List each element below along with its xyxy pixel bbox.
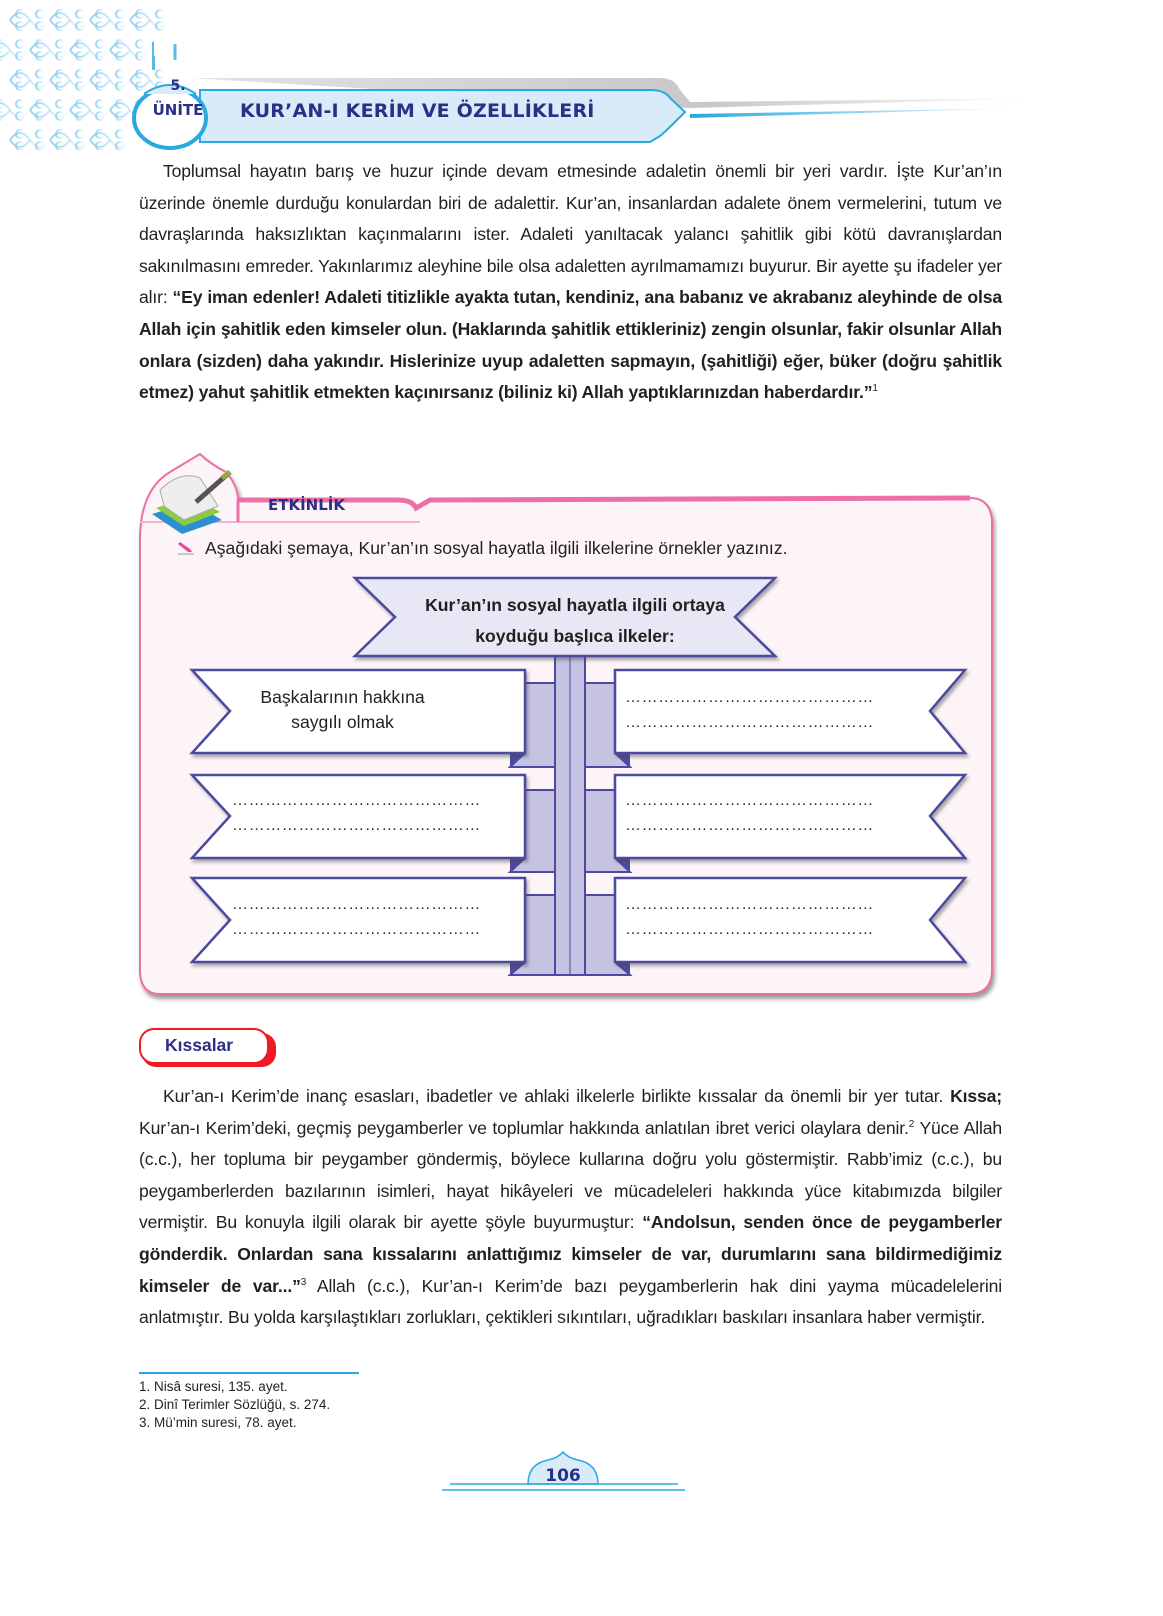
- answer-line[interactable]: ………………………………………: [625, 817, 874, 834]
- unit-number: 5.: [170, 78, 186, 94]
- pencil-icon: [176, 540, 196, 556]
- answer-line[interactable]: ………………………………………: [232, 921, 481, 938]
- title-band: [130, 40, 1163, 150]
- answer-field[interactable]: [625, 685, 874, 735]
- intro-text: Toplumsal hayatın barış ve huzur içinde devam etmesinde adaletin önemli bir yeri vardır. İşte Kur’an’ın üzerinde önemle durduğu konulardan biri de adalettir. Kur’an, insanlardan adalete önem vermelerini, tutum ve davraşlarında haksızlıktan kaçınmalarını ister. Adaleti yanıltacak yalancı şahitlik gibi kötü davranışlardan sakınılmasını emreder. Yakınlarımız aleyhine bile olsa adaletten ayrılmamamızı buyurur. Bir ayette şu ifadeler yer alır:: [139, 161, 1002, 308]
- footnote-2: 2. Dinî Terimler Sözlüğü, s. 274.: [139, 1397, 331, 1412]
- answer-field[interactable]: [625, 788, 874, 838]
- activity-label: ETKİNLİK: [268, 496, 345, 514]
- answer-line[interactable]: ………………………………………: [232, 792, 481, 809]
- footnote-3: 3. Mü’min suresi, 78. ayet.: [139, 1415, 297, 1430]
- box-line: Başkalarının hakkına: [260, 687, 425, 707]
- diagram-title: [380, 590, 770, 652]
- diagram-title-line2: koyduğu başlıca ilkeler:: [475, 626, 675, 646]
- footnote-ref-3: 3: [300, 1276, 307, 1288]
- unit-label: ÜNİTE: [152, 101, 204, 119]
- page-title: KUR’AN-I KERİM VE ÖZELLİKLERİ: [240, 100, 595, 122]
- section-title-kissalar: Kıssalar: [165, 1035, 234, 1055]
- diagram-title-line1: Kur’an’ın sosyal hayatla ilgili ortaya: [425, 595, 725, 615]
- verse-quote: “Andolsun, senden önce de peygamberler gönderdik. Onlardan sana kıssalarını anlattığımız kimseler de var, durumlarını sana bildirmediğimiz kimseler de var...”: [139, 1212, 1002, 1296]
- unit-badge: [130, 40, 220, 150]
- answer-line[interactable]: ………………………………………: [625, 792, 874, 809]
- text: Kur’an-ı Kerim’deki, geçmiş peygamberler ve toplumlar hakkında anlatılan ibret verici olaylara denir.: [139, 1117, 909, 1138]
- text: Allah (c.c.), Kur’an-ı Kerim’de bazı peygamberlerin hak dini yayma mücadelelerini anlatmıştır. Bu yolda karşılaştıkları zorlukları, çektikleri sıkıntıları, uğradıkları baskıları insanlara haber vermiştir.: [139, 1275, 1002, 1328]
- box-line: saygılı olmak: [291, 712, 394, 732]
- answer-line[interactable]: ………………………………………: [232, 896, 481, 913]
- answer-line[interactable]: ………………………………………: [232, 817, 481, 834]
- answer-line[interactable]: ………………………………………: [625, 921, 874, 938]
- answer-field[interactable]: [625, 892, 874, 942]
- intro-quote: “Ey iman edenler! Adaleti titizlikle ayakta tutan, kendiniz, ana babanız ve akrabanız aleyhinde de olsa Allah için şahitlik eden kimseler olun. (Haklarında şahitlik ettikleriniz) zengin olsunlar, fakir olsunlar Allah onlara (sizden) daha yakındır. Hislerinize uyup adaletten sapmayın, (şahitliği) eğer, büker (doğru şahitlik etmez) yahut şahitlik etmekten kaçınırsanız (biliniz ki) Allah yaptıklarınızdan haberdardır.”: [139, 287, 1002, 403]
- activity-instruction: Aşağıdaki şemaya, Kur’an’ın sosyal hayatla ilgili ilkelerine örnekler yazınız.: [205, 538, 788, 558]
- footnote-divider: [139, 1372, 359, 1374]
- answer-line[interactable]: ………………………………………: [625, 896, 874, 913]
- text: Kur’an-ı Kerim’de inanç esasları, ibadetler ve ahlaki ilkelerle birlikte kıssalar da önemli bir yer tutar.: [163, 1086, 951, 1106]
- intro-paragraph: [139, 156, 1002, 409]
- answer-line[interactable]: ………………………………………: [625, 689, 874, 706]
- principle-box-1: [230, 685, 455, 735]
- term-kissa: Kıssa;: [950, 1086, 1002, 1106]
- footnote-ref-1: 1: [872, 383, 878, 395]
- footnote-1: 1. Nisâ suresi, 135. ayet.: [139, 1379, 288, 1394]
- text: Yüce Allah (c.c.), her topluma bir peygamber göndermiş, böylece kullarına doğru yolu göstermiştir. Rabb’imiz (c.c.), bu peygamberlerden bazılarının isimleri, hayat hikâyeleri ve mücadeleleri hakkında yüce kitabımızda bilgiler vermiştir. Bu konuyla ilgili olarak bir ayette şöyle buyurmuştur:: [139, 1117, 1002, 1233]
- footnote-ref-2: 2: [908, 1118, 915, 1130]
- answer-line[interactable]: ………………………………………: [625, 714, 874, 731]
- answer-field[interactable]: [232, 892, 481, 942]
- answer-field[interactable]: [232, 788, 481, 838]
- kissalar-paragraph: [139, 1081, 1002, 1334]
- page-number: 106: [545, 1466, 581, 1486]
